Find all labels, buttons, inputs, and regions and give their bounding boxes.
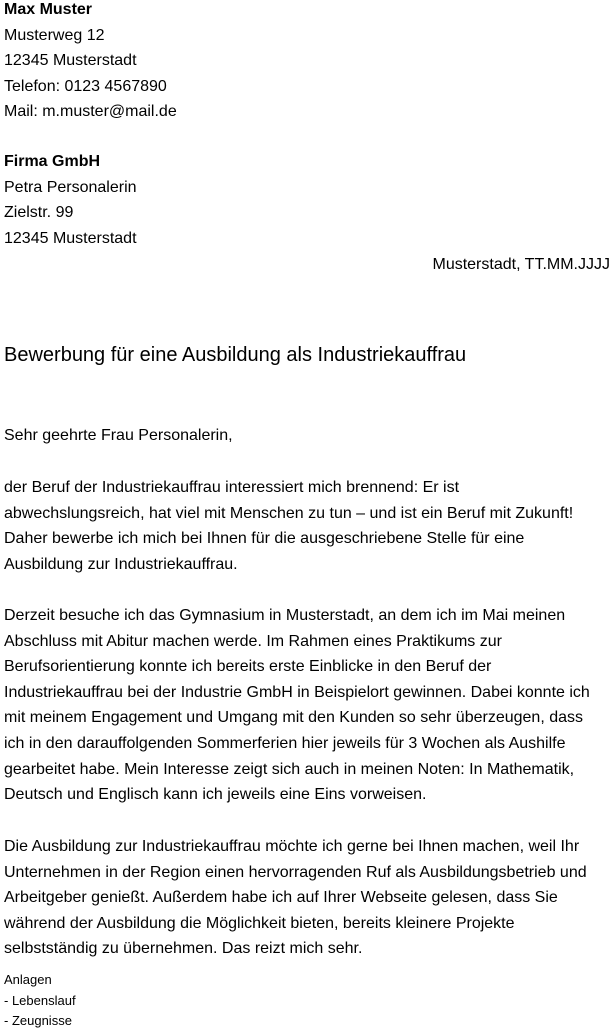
sender-mail: Mail: m.muster@mail.de xyxy=(4,103,177,121)
attachments xyxy=(4,970,76,1032)
text-line: während der Ausbildung die Möglichkeit bieten, bereits kleinere Projekte xyxy=(4,914,515,932)
letter-date: Musterstadt, TT.MM.JJJJ xyxy=(432,256,610,273)
text-line: Industriekauffrau bei der Industrie GmbH in Beispielort gewinnen. Dabei konnte ich xyxy=(4,683,590,701)
text-line: ich in den darauffolgenden Sommerferien hier jeweils für 3 Wochen als Aushilfe xyxy=(4,734,566,752)
text-line: der Beruf der Industriekauffrau interessiert mich brennend: Er ist xyxy=(4,479,460,496)
letter-subject: Bewerbung für eine Ausbildung als Industriekauffrau xyxy=(4,344,467,366)
text-line: Daher bewerbe ich mich bei Ihnen für die ausgeschriebene Stelle für eine xyxy=(4,530,525,548)
sender-city: 12345 Musterstadt xyxy=(4,52,137,70)
sender-address xyxy=(4,0,177,125)
text-line: Deutsch und Englisch kann ich jeweils eine Eins vorweisen. xyxy=(4,786,427,804)
salutation: Sehr geehrte Frau Personalerin, xyxy=(4,427,233,444)
attachments-heading: Anlagen xyxy=(4,972,52,987)
sender-street: Musterweg 12 xyxy=(4,26,105,44)
recipient-city: 12345 Musterstadt xyxy=(4,229,137,247)
attachment-item: - Lebenslauf xyxy=(4,992,76,1008)
text-line: Abschluss mit Abitur machen werde. Im Rahmen eines Praktikums zur xyxy=(4,632,502,650)
recipient-street: Zielstr. 99 xyxy=(4,204,74,222)
paragraph-2 xyxy=(4,603,590,808)
recipient-company: Firma GmbH xyxy=(4,153,101,170)
text-line: Berufsorientierung konnte ich bereits erste Einblicke in den Beruf der xyxy=(4,658,492,676)
paragraph-1 xyxy=(4,475,573,577)
text-line: Die Ausbildung zur Industriekauffrau möchte ich gerne bei Ihnen machen, weil Ihr xyxy=(4,838,580,855)
text-line: mit meinem Engagement und Umgang mit den Kunden so sehr überzeugen, dass xyxy=(4,709,584,727)
text-line: Ausbildung zur Industriekauffrau. xyxy=(4,555,238,573)
text-line: Unternehmen in der Region einen hervorragenden Ruf als Ausbildungsbetrieb und xyxy=(4,863,587,881)
text-line: Arbeitgeber genießt. Außerdem habe ich auf Ihrer Webseite gelesen, dass Sie xyxy=(4,889,558,907)
text-line: abwechslungsreich, hat viel mit Menschen zu tun – und ist ein Beruf mit Zukunft! xyxy=(4,504,574,522)
text-line: gearbeitet habe. Mein Interesse zeigt sich auch in meinen Noten: In Mathematik, xyxy=(4,760,575,778)
attachment-item: - Zeugnisse xyxy=(4,1013,72,1028)
text-line: selbstständig zu übernehmen. Das reizt mich sehr. xyxy=(4,940,363,958)
sender-phone: Telefon: 0123 4567890 xyxy=(4,77,167,95)
paragraph-3 xyxy=(4,834,587,962)
recipient-address xyxy=(4,149,137,251)
recipient-person: Petra Personalerin xyxy=(4,178,137,196)
text-line: Derzeit besuche ich das Gymnasium in Musterstadt, an dem ich im Mai meinen xyxy=(4,607,566,624)
sender-name: Max Muster xyxy=(4,1,93,18)
